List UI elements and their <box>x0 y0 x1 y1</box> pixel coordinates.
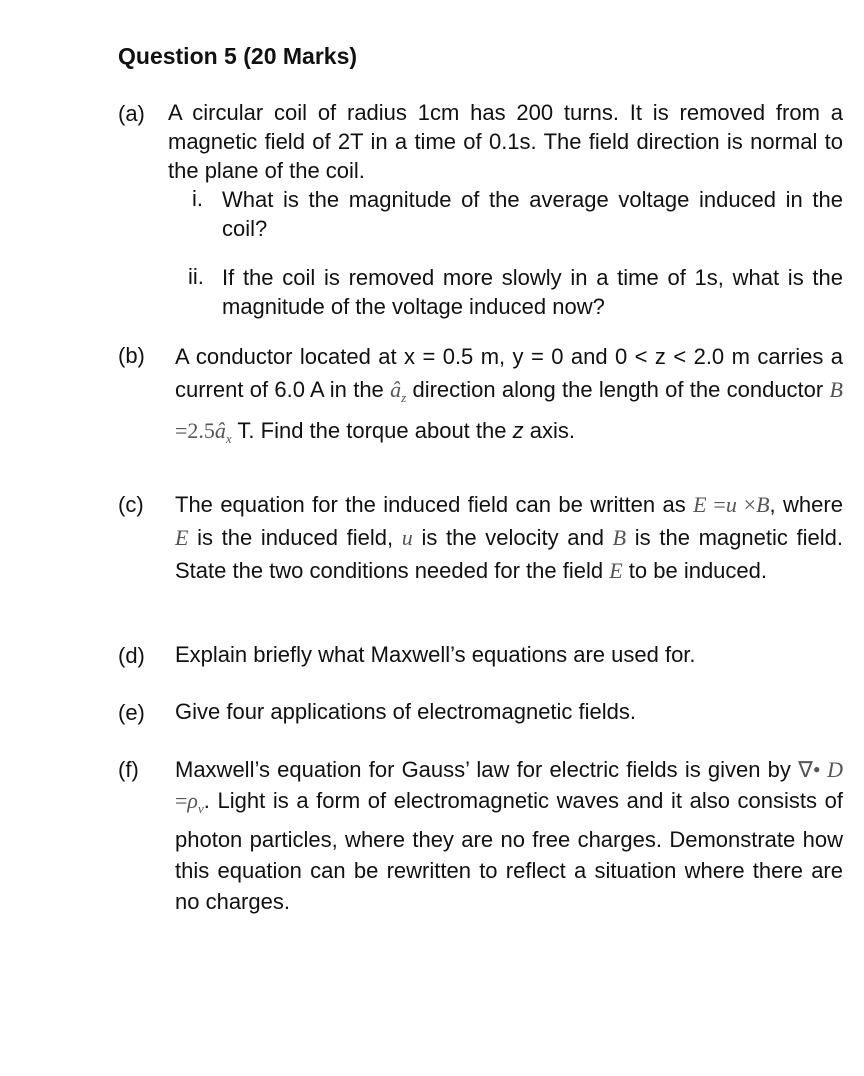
symbol-b: B <box>612 525 627 550</box>
part-b-text-3: direction along the length of the conductor <box>412 377 824 402</box>
question-title: Question 5 (20 Marks) <box>118 43 358 69</box>
part-b-z: z <box>512 418 524 443</box>
part-a-i-text: What is the magnitude of the average voltage induced in the coil? <box>222 187 843 241</box>
part-b-text <box>175 340 843 455</box>
symbol-e: E <box>175 525 189 550</box>
part-c-text-5: is the magnetic field. State the two conditions needed for the field <box>175 525 843 583</box>
part-a-ii-label: ii. <box>188 264 204 289</box>
part-b-text-2: x = 0.5 m, y = 0 and 0 < z < 2.0 m carries a current of 6.0 A in the <box>175 344 843 402</box>
part-c-text-6: to be induced. <box>628 558 768 583</box>
part-c-text <box>175 488 843 587</box>
symbol-u: u <box>401 525 413 550</box>
part-a-label: (a) <box>118 101 145 126</box>
part-e-text: Give four applications of electromagnetic fields. <box>175 699 637 724</box>
part-b-text-4: T. Find the torque about the <box>237 418 507 443</box>
part-c-text-1: The equation for the induced field can be written as <box>175 492 686 517</box>
part-d-label: (d) <box>118 643 145 668</box>
part-b-label: (b) <box>118 343 145 368</box>
part-f-label: (f) <box>118 757 139 782</box>
part-c-label: (c) <box>118 492 144 517</box>
part-f-text <box>175 754 843 917</box>
part-f-text-2: . Light is a form of electromagnetic waves and it also consists of photon particles, where they are no free charges. Demonstrate how this equation can be rewritten to reflect a situation where there are no charges. <box>175 788 843 914</box>
part-a-ii-text: If the coil is removed more slowly in a time of 1s, what is the magnitude of the voltage induced now? <box>222 265 843 319</box>
induced-field-equation: E =u ×B <box>693 492 770 517</box>
b-field-equation: $B =2.5â_x$ <box>175 377 843 446</box>
unit-vector-az: $â_z$ <box>390 377 407 405</box>
symbol-e-2: E <box>609 558 623 583</box>
part-f-text-1: Maxwell’s equation for Gauss’ law for electric fields is given by <box>175 757 791 782</box>
part-c-text-4: is the velocity and <box>421 525 604 550</box>
part-d-text: Explain briefly what Maxwell’s equations are used for. <box>175 642 696 667</box>
part-a-i-label: i. <box>192 186 203 211</box>
part-c-text-3: is the induced field, <box>197 525 394 550</box>
part-c-text-2: , where <box>769 492 843 517</box>
gauss-law-equation: ∇• $D =\rho_v$ <box>175 757 843 816</box>
part-b-text-5: axis. <box>529 418 575 443</box>
part-b-text-1: A conductor located at <box>175 344 397 369</box>
part-a-text: A circular coil of radius 1cm has 200 turns. It is removed from a magnetic field of 2T in a time of 0.1s. The field direction is normal to the plane of the coil. <box>168 100 843 183</box>
part-e-label: (e) <box>118 700 145 725</box>
